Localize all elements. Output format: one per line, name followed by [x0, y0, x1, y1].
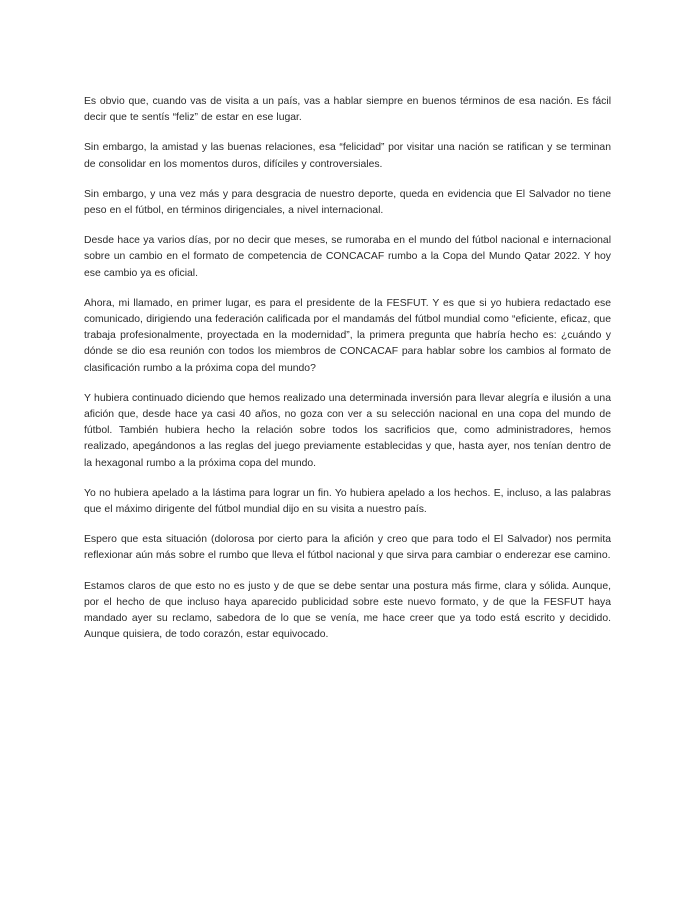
paragraph-9: Estamos claros de que esto no es justo y de que se debe sentar una postura más firme, clara y sólida. Aunque, por el hecho de que incluso haya aparecido publicidad sobre este nuevo formato, y de que la FESFUT haya mandado ayer su reclamo, sabedora de lo que se venía, me hace creer que ya todo está escrito y decidido. Aunque quisiera, de todo corazón, estar equivocado.: [84, 580, 611, 641]
paragraph-1: Es obvio que, cuando vas de visita a un país, vas a hablar siempre en buenos términos de esa nación. Es fácil decir que te sentís “feliz” de estar en ese lugar.: [84, 96, 611, 124]
paragraph-5: Ahora, mi llamado, en primer lugar, es para el presidente de la FESFUT. Y es que si yo hubiera redactado ese comunicado, dirigiendo una federación calificada por el mandamás del fútbol mundial como “eficiente, eficaz, que trabaja profesionalmente, proyectada en la modernidad”, la primera pregunta que habría hecho es: ¿cuándo y dónde se dio esa reunión con todos los miembros de CONCACAF para hablar sobre los cambios al formato de clasificación rumbo a la próxima copa del mundo?: [84, 297, 611, 374]
paragraph-8: Espero que esta situación (dolorosa por cierto para la afición y creo que para todo el El Salvador) nos permita reflexionar aún más sobre el rumbo que lleva el fútbol nacional y que sirva para cambiar o enderezar ese camino.: [84, 534, 611, 562]
paragraph-2: Sin embargo, la amistad y las buenas relaciones, esa “felicidad” por visitar una nación se ratifican y se terminan de consolidar en los momentos duros, difíciles y controversiales.: [84, 142, 611, 170]
paragraph-4: Desde hace ya varios días, por no decir que meses, se rumoraba en el mundo del fútbol nacional e internacional sobre un cambio en el formato de competencia de CONCACAF rumbo a la Copa del Mundo Qatar 2022. Y hoy ese cambio ya es oficial.: [84, 235, 611, 279]
paragraph-6: Y hubiera continuado diciendo que hemos realizado una determinada inversión para llevar alegría e ilusión a una afición que, desde hace ya casi 40 años, no goza con ver a su selección nacional en una copa del mundo de fútbol. También hubiera hecho la relación sobre todos los sacrificios que, como administradores, hemos realizado, apegándonos a las reglas del juego previamente establecidas y que, hasta ayer, nos tenían dentro de la hexagonal rumbo a la próxima copa del mundo.: [84, 392, 611, 469]
paragraph-3: Sin embargo, y una vez más y para desgracia de nuestro deporte, queda en evidencia que El Salvador no tiene peso en el fútbol, en términos dirigenciales, a nivel internacional.: [84, 188, 611, 217]
paragraph-7: Yo no hubiera apelado a la lástima para lograr un fin. Yo hubiera apelado a los hechos. E, incluso, a las palabras que el máximo dirigente del fútbol mundial dijo en su visita a nuestro país.: [84, 487, 611, 516]
